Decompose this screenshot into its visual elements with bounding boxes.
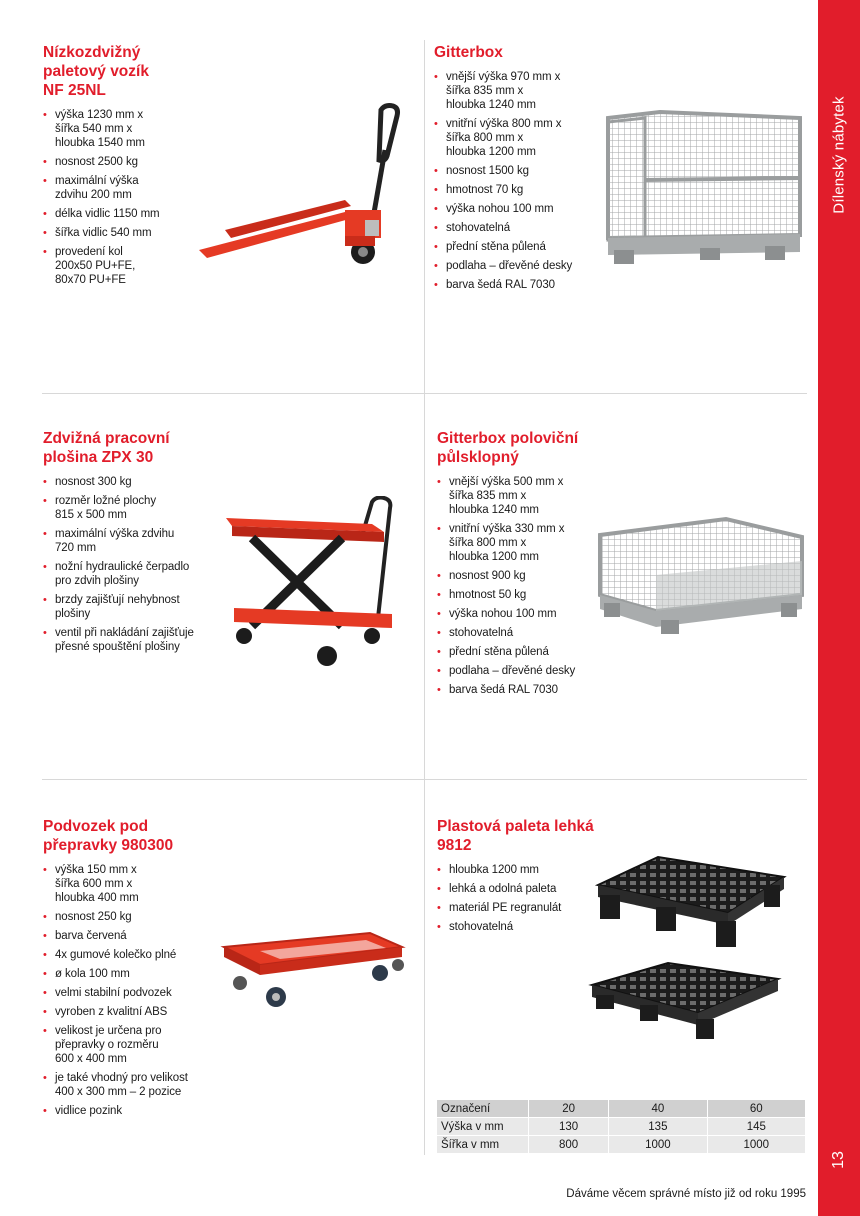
table-cell: Výška v mm <box>437 1118 529 1136</box>
table-cell: 60 <box>707 1100 805 1118</box>
spec-list <box>43 108 203 287</box>
spec-list <box>43 863 213 1118</box>
table-row <box>437 1118 806 1136</box>
spec-item: • je také vhodný pro velikost 400 x 300 mm – 2 pozice <box>43 1071 213 1099</box>
spec-item: • nožní hydraulické čerpadlo pro zdvih plošiny <box>43 560 213 588</box>
spec-list <box>43 475 213 654</box>
product-title: Podvozek pod přepravky 980300 <box>43 818 174 854</box>
product-dolly <box>43 817 213 1123</box>
spec-item: • nosnost 1500 kg <box>434 164 609 178</box>
spec-item: • nosnost 300 kg <box>43 475 213 489</box>
table-cell: 1000 <box>707 1136 805 1154</box>
column-divider <box>424 40 425 1155</box>
spec-item: • podlaha – dřevěné desky <box>437 664 612 678</box>
spec-item: • ventil při nakládání zajišťuje přesné spouštění plošiny <box>43 626 213 654</box>
table-cell: 800 <box>529 1136 609 1154</box>
sidebar-title: Dílenský nábytek <box>830 96 848 214</box>
spec-item: • barva šedá RAL 7030 <box>434 278 609 292</box>
lift-table-image <box>222 496 412 674</box>
spec-item: • vnitřní výška 330 mm x šířka 800 mm x hloubka 1200 mm <box>437 522 612 564</box>
spec-item: • výška 1230 mm x šířka 540 mm x hloubka 1540 mm <box>43 108 203 150</box>
spec-item: • stohovatelná <box>437 920 617 934</box>
spec-item: • barva červená <box>43 929 213 943</box>
pallet-truck-image <box>195 100 415 275</box>
spec-item: • hloubka 1200 mm <box>437 863 617 877</box>
table-row <box>437 1100 806 1118</box>
spec-item: • nosnost 900 kg <box>437 569 612 583</box>
table-cell: 1000 <box>609 1136 707 1154</box>
spec-item: • nosnost 250 kg <box>43 910 213 924</box>
product-title: Zdvižná pracovní plošina ZPX 30 <box>43 430 170 466</box>
spec-item: • vnitřní výška 800 mm x šířka 800 mm x hloubka 1200 mm <box>434 117 609 159</box>
table-cell: 130 <box>529 1118 609 1136</box>
spec-item: • podlaha – dřevěné desky <box>434 259 609 273</box>
product-title: Nízkozdvižný paletový vozík NF 25NL <box>43 44 149 99</box>
pallet-spec-table <box>436 1099 806 1154</box>
page-number: 13 <box>830 1151 847 1169</box>
plastic-pallet-image <box>588 855 788 1050</box>
spec-item: • přední stěna půlená <box>434 240 609 254</box>
product-pallet-truck <box>43 43 203 292</box>
table-row <box>437 1136 806 1154</box>
spec-item: • hmotnost 50 kg <box>437 588 612 602</box>
spec-item: • stohovatelná <box>434 221 609 235</box>
spec-item: • vnější výška 500 mm x šířka 835 mm x hloubka 1240 mm <box>437 475 612 517</box>
spec-item: • maximální výška zdvihu 200 mm <box>43 174 203 202</box>
row-divider <box>42 779 807 780</box>
table-cell: 135 <box>609 1118 707 1136</box>
table-cell: Šířka v mm <box>437 1136 529 1154</box>
spec-item: • velikost je určena pro přepravky o rozměru 600 x 400 mm <box>43 1024 213 1066</box>
product-gitterbox <box>434 43 609 297</box>
spec-item: • 4x gumové kolečko plné <box>43 948 213 962</box>
table-cell: Označení <box>437 1100 529 1118</box>
spec-item: • výška nohou 100 mm <box>437 607 612 621</box>
spec-item: • vyroben z kvalitní ABS <box>43 1005 213 1019</box>
table-cell: 20 <box>529 1100 609 1118</box>
spec-item: • materiál PE regranulát <box>437 901 617 915</box>
spec-item: • stohovatelná <box>437 626 612 640</box>
product-lift-table <box>43 429 213 659</box>
spec-item: • provedení kol 200x50 PU+FE, 80x70 PU+FE <box>43 245 203 287</box>
table-cell: 145 <box>707 1118 805 1136</box>
spec-item: • šířka vidlic 540 mm <box>43 226 203 240</box>
product-title: Gitterbox <box>434 44 503 61</box>
spec-item: • vnější výška 970 mm x šířka 835 mm x hloubka 1240 mm <box>434 70 609 112</box>
footer-slogan: Dáváme věcem správné místo již od roku 1995 <box>566 1188 806 1200</box>
gitterbox-image <box>600 110 805 270</box>
spec-item: • přední stěna půlená <box>437 645 612 659</box>
spec-item: • hmotnost 70 kg <box>434 183 609 197</box>
spec-item: • výška nohou 100 mm <box>434 202 609 216</box>
product-gitterbox-half <box>437 429 612 702</box>
table-cell: 40 <box>609 1100 707 1118</box>
spec-list <box>437 475 612 697</box>
spec-item: • výška 150 mm x šířka 600 mm x hloubka 400 mm <box>43 863 213 905</box>
gitterbox-half-image <box>596 515 806 645</box>
row-divider <box>42 393 807 394</box>
spec-item: • velmi stabilní podvozek <box>43 986 213 1000</box>
spec-item: • brzdy zajišťují nehybnost plošiny <box>43 593 213 621</box>
spec-item: • rozměr ložné plochy 815 x 500 mm <box>43 494 213 522</box>
product-title: Gitterbox poloviční půlsklopný <box>437 430 579 466</box>
spec-item: • maximální výška zdvihu 720 mm <box>43 527 213 555</box>
spec-item: • barva šedá RAL 7030 <box>437 683 612 697</box>
spec-item: • lehká a odolná paleta <box>437 882 617 896</box>
product-title: Plastová paleta lehká 9812 <box>437 818 594 854</box>
spec-item: • nosnost 2500 kg <box>43 155 203 169</box>
spec-list <box>434 70 609 292</box>
spec-item: • ø kola 100 mm <box>43 967 213 981</box>
dolly-image <box>220 925 410 1015</box>
spec-item: • vidlice pozink <box>43 1104 213 1118</box>
spec-item: • délka vidlic 1150 mm <box>43 207 203 221</box>
